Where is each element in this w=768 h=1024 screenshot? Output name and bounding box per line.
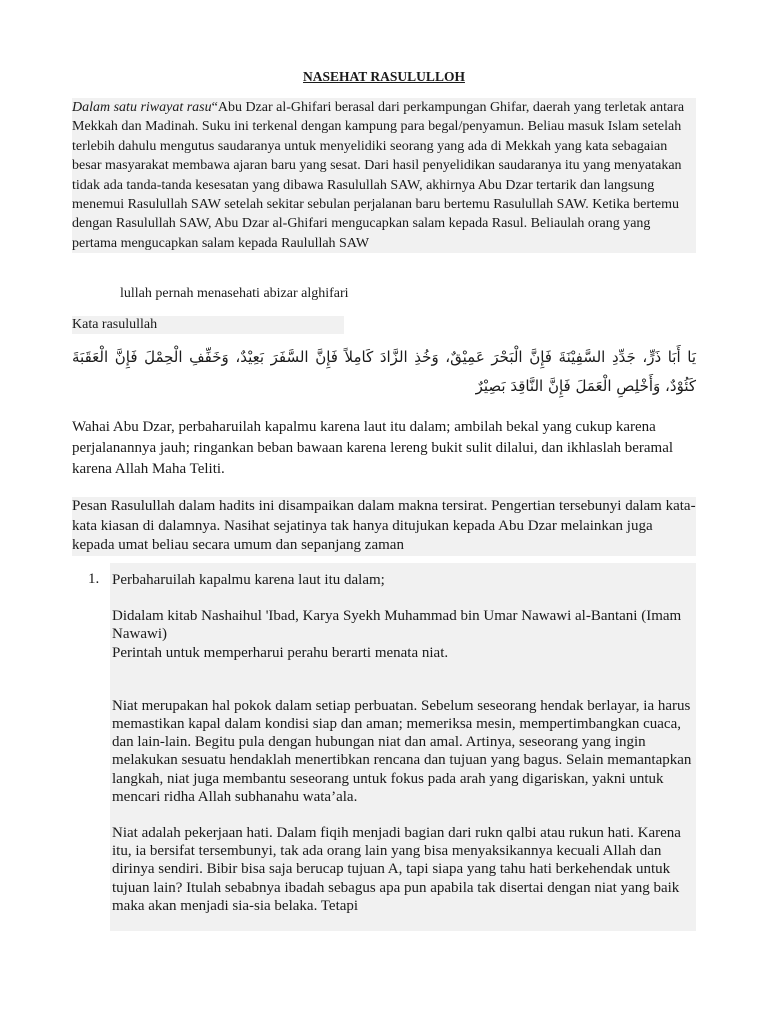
kata-label: Kata rasulullah — [72, 316, 344, 334]
list-item-body — [110, 563, 696, 931]
intro-paragraph — [72, 98, 696, 253]
pesan-paragraph: Pesan Rasulullah dalam hadits ini disampaikan dalam makna tersirat. Pengertian tersebunyi dalam kata-kata kiasan di dalamnya. Nasihat sejatinya tak hanya ditujukan kepada Abu Dzar melainkan juga kepada umat beliau secara umum dan sepanjang zaman — [72, 497, 696, 556]
list-item-perintah: Perintah untuk memperharui perahu berarti menata niat. — [112, 644, 449, 661]
list-item — [72, 563, 696, 931]
subheading: lullah pernah menasehati abizar alghifari — [120, 286, 349, 301]
list-item-number: 1. — [88, 571, 100, 587]
document-title: NASEHAT RASULULLOH — [303, 69, 465, 84]
numbered-list — [72, 563, 696, 931]
list-item-source: Didalam kitab Nashaihul 'Ibad, Karya Syekh Muhammad bin Umar Nawawi al-Bantani (Imam Nawawi) — [112, 608, 682, 643]
arabic-hadith: يَا أَبَا ذَرٍّ، جَدِّدِ السَّفِيْنَةَ فَإِنَّ الْبَحْرَ عَمِيْقٌ، وَخُذِ الزَّادَ كَامِلاً فَإِنَّ السَّفَرَ بَعِيْدٌ، وَخَفِّفِ الْحِمْلَ فَإِنَّ الْعَقَبَةَ كَئُوْدٌ، وَأَخْلِصِ الْعَمَلَ فَإِنَّ النَّاقِدَ بَصِيْرٌ — [72, 348, 696, 395]
intro-text: “Abu Dzar al-Ghifari berasal dari perkampungan Ghifar, daerah yang terletak antara Mekkah dan Madinah. Suku ini terkenal dengan kampung para begal/penyamun. Beliau masuk Islam setelah terlebih dahulu mengutus saudaranya untuk menyelidiki seorang yang ada di Mekkah yang kata sebagaian besar masyarakat membawa ajaran baru yang sesat. Dari hasil penyelidikan saudaranya itu yang menyatakan tidak ada tanda-tanda kesesatan yang dibawa Rasulullah SAW, akhirnya Abu Dzar tertarik dan langsung menemui Rasulullah SAW setelah sekitar sebulan perjalanan baru bertemu Rasulullah SAW. Ketika bertemu dengan Rasulullah SAW, Abu Dzar al-Ghifari mengucapkan salam kepada Rasul. Beliaulah orang yang pertama mengucapkan salam kepada Raulullah SAW — [72, 100, 685, 251]
translation-paragraph: Wahai Abu Dzar, perbaharuilah kapalmu karena laut itu dalam; ambilah bekal yang cukup karena perjalanannya jauh; ringankan beban bawaan karena lereng bukit sulit dilalui, dan ikhlaslah beramal karena Allah Maha Teliti. — [72, 419, 674, 477]
list-item-paragraph: Niat adalah pekerjaan hati. Dalam fiqih menjadi bagian dari rukn qalbi atau rukun hati. Karena itu, ia bersifat tersembunyi, tak ada orang lain yang bisa menyaksikannya kecuali Allah dan dirinya sendiri. Bibir bisa saja berucap tujuan A, tapi siapa yang tahu hati berkehendak untuk tujuan lain? Itulah sebabnya ibadah sebagus apa pun apabila tak disertai dengan niat yang baik maka akan menjadi sia-sia belaka. Tetapi — [112, 825, 681, 914]
list-item-heading: Perbaharuilah kapalmu karena laut itu dalam; — [112, 572, 385, 588]
intro-lead: Dalam satu riwayat rasu — [72, 100, 212, 115]
list-item-paragraph: Niat merupakan hal pokok dalam setiap perbuatan. Sebelum seseorang hendak berlayar, ia harus memastikan kapal dalam kondisi siap dan aman; memeriksa mesin, mempertimbangkan cuaca, dan lain-lain. Begitu pula dengan hubungan niat dan amal. Artinya, seseorang yang ingin melakukan sesuatu hendaklah menertibkan rencana dan tujuan yang bagus. Selain memantapkan langkah, niat juga membantu seseorang untuk fokus pada arah yang digariskan, yakni untuk mencari ridha Allah subhanahu wata’ala. — [112, 697, 692, 805]
